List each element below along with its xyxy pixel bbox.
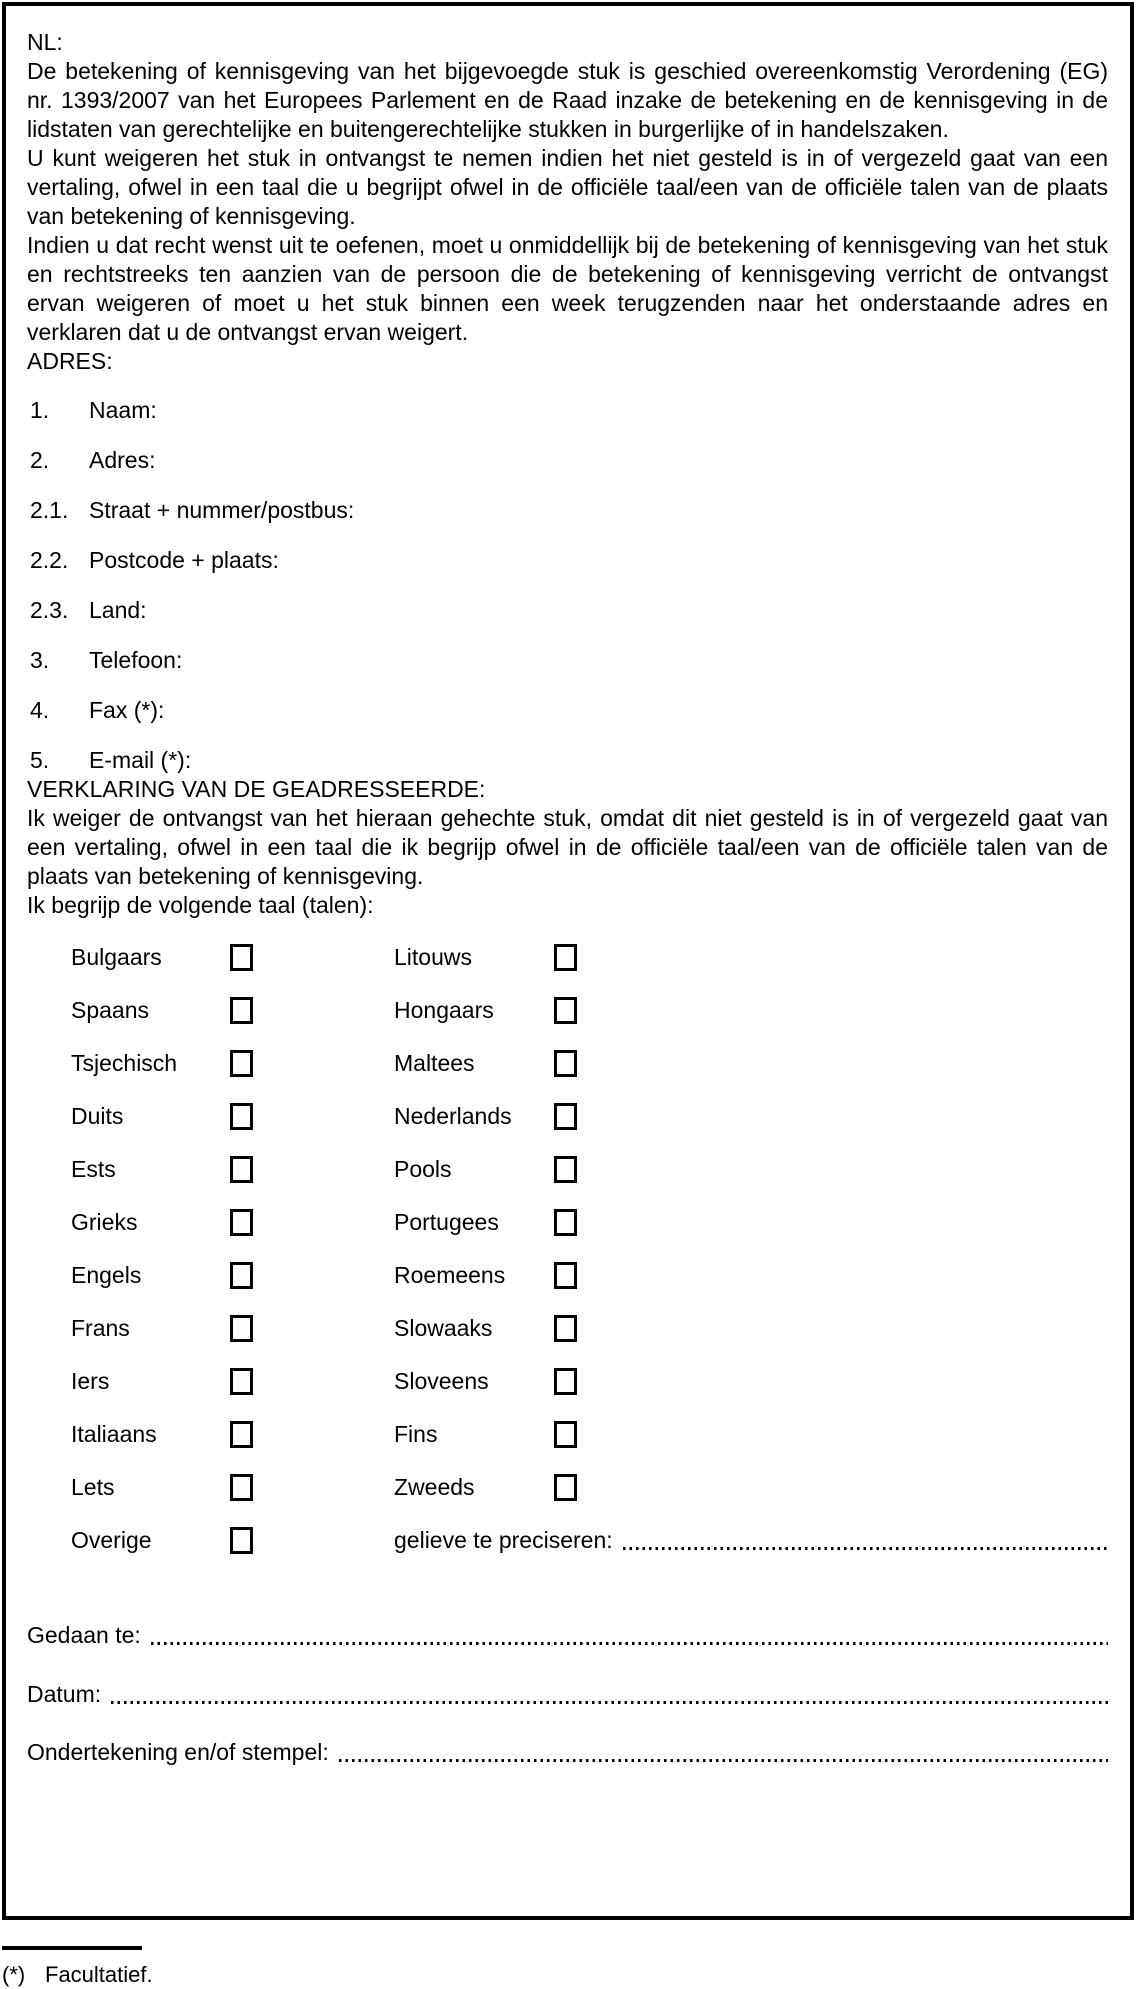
signature-field [27,1738,1108,1767]
checkbox-lets[interactable] [230,1474,253,1501]
address-item-email [30,746,1108,775]
language-label-italiaans: Italiaans [71,1421,157,1447]
checkbox-duits[interactable] [230,1103,253,1130]
language-label-pools: Pools [394,1156,452,1182]
declaration-body-paragraph: Ik weiger de ontvangst van het hieraan gehechte stuk, omdat dit niet gesteld is in of vergezeld gaat van een vertaling, ofwel in een taal die ik begrijp ofwel in de officiële taal/een van de officiële talen van de plaats van betekening of kennisgeving. [27,805,1108,889]
footnote [2,1960,153,1989]
date-field [27,1680,1108,1709]
language-label-spaans: Spaans [71,997,150,1023]
declaration-section-title: VERKLARING VAN DE GEADRESSEERDE: [27,776,486,802]
language-label-hongaars: Hongaars [394,997,494,1023]
checkbox-hongaars[interactable] [554,997,577,1024]
address-item-telefoon [30,646,1108,675]
footnote-text: Facultatief. [45,1962,153,1987]
address-item-number: 2.3. [30,597,69,623]
checkbox-pools[interactable] [554,1156,577,1183]
address-item-number: 1. [30,397,50,423]
checkbox-tsjechisch[interactable] [230,1050,253,1077]
address-item-label: Telefoon: [89,647,183,673]
language-label-tsjechisch: Tsjechisch [71,1050,178,1076]
checkbox-engels[interactable] [230,1262,253,1289]
intro-paragraph-procedure: Indien u dat recht wenst uit te oefenen, moet u onmiddellijk bij de betekening of kennisgeving van het stuk en rechtstreeks ten aanzien van de persoon die de betekening of kennisgeving verricht de ontvangst ervan weigeren of moet u het stuk binnen een week terugzenden naar het onderstaande adres en verklaren dat u de ontvangst ervan weigert. [27,232,1108,345]
address-item-label: Fax (*): [89,697,165,723]
address-item-naam [30,396,1108,425]
language-label-portugees: Portugees [394,1209,499,1235]
language-row [71,1367,1108,1396]
language-label-slowaaks: Slowaaks [394,1315,493,1341]
specify-label: gelieve te preciseren: [394,1527,613,1553]
language-label-engels: Engels [71,1262,142,1288]
language-label-ests: Ests [71,1156,116,1182]
language-label-lets: Lets [71,1474,115,1500]
language-label-maltees: Maltees [394,1050,475,1076]
done-at-label: Gedaan te: [27,1622,141,1648]
address-item-number: 5. [30,747,50,773]
footnote-divider [2,1946,142,1950]
address-item-label: Adres: [89,447,156,473]
language-row [71,1420,1108,1449]
address-item-straat [30,496,1108,525]
signature-input-line[interactable] [339,1759,1108,1762]
done-at-field [27,1621,1108,1650]
language-label-fins: Fins [394,1421,438,1447]
address-item-label: Postcode + plaats: [89,547,279,573]
language-label-sloveens: Sloveens [394,1368,489,1394]
address-item-number: 2.1. [30,497,69,523]
checkbox-grieks[interactable] [230,1209,253,1236]
address-item-adres [30,446,1108,475]
checkbox-spaans[interactable] [230,997,253,1024]
language-checkbox-grid [71,943,1108,1555]
checkbox-maltees[interactable] [554,1050,577,1077]
languages-intro-line: Ik begrijp de volgende taal (talen): [27,892,374,918]
address-section-title: ADRES: [27,348,113,374]
address-item-number: 2. [30,447,50,473]
language-label-zweeds: Zweeds [394,1474,475,1500]
footnote-marker: (*) [2,1962,26,1987]
form-border-frame [2,2,1134,1920]
language-row [71,1314,1108,1343]
checkbox-overige[interactable] [230,1527,253,1554]
language-label-litouws: Litouws [394,944,472,970]
language-label-overige: Overige [71,1527,152,1553]
date-label: Datum: [27,1681,102,1707]
checkbox-bulgaars[interactable] [230,944,253,971]
address-item-land [30,596,1108,625]
language-row [71,1102,1108,1131]
language-label-grieks: Grieks [71,1209,138,1235]
language-row [71,1049,1108,1078]
language-label-duits: Duits [71,1103,124,1129]
specify-field [394,1526,1108,1555]
checkbox-frans[interactable] [230,1315,253,1342]
done-at-input-line[interactable] [151,1642,1108,1645]
language-row [71,943,1108,972]
address-item-number: 2.2. [30,547,69,573]
address-item-label: Straat + nummer/postbus: [89,497,355,523]
language-row [71,1208,1108,1237]
checkbox-iers[interactable] [230,1368,253,1395]
address-item-label: Land: [89,597,147,623]
address-item-number: 4. [30,697,50,723]
checkbox-sloveens[interactable] [554,1368,577,1395]
address-item-fax [30,696,1108,725]
language-code-label: NL: [27,29,63,55]
address-item-label: Naam: [89,397,157,423]
address-item-label: E-mail (*): [89,747,192,773]
specify-input-line[interactable] [623,1547,1108,1550]
address-item-number: 3. [30,647,50,673]
checkbox-fins[interactable] [554,1421,577,1448]
checkbox-slowaaks[interactable] [554,1315,577,1342]
intro-paragraph-regulation: De betekening of kennisgeving van het bijgevoegde stuk is geschied overeenkomstig Verordening (EG) nr. 1393/2007 van het Europees Parlement en de Raad inzake de betekening en de kennisgeving in de lidstaten van gerechtelijke en buitengerechtelijke stukken in burgerlijke of in handelszaken. [27,58,1108,142]
language-label-iers: Iers [71,1368,110,1394]
language-label-frans: Frans [71,1315,130,1341]
checkbox-portugees[interactable] [554,1209,577,1236]
language-row [71,1261,1108,1290]
checkbox-italiaans[interactable] [230,1421,253,1448]
language-row [71,1155,1108,1184]
signature-label: Ondertekening en/of stempel: [27,1739,329,1765]
date-input-line[interactable] [111,1701,1108,1704]
checkbox-litouws[interactable] [554,944,577,971]
checkbox-roemeens[interactable] [554,1262,577,1289]
checkbox-zweeds[interactable] [554,1474,577,1501]
intro-paragraph-refusal-right: U kunt weigeren het stuk in ontvangst te nemen indien het niet gesteld is in of vergezeld gaat van een vertaling, ofwel in een taal die u begrijpt ofwel in de officiële taal/een van de officiële talen van de plaats van betekening of kennisgeving. [27,145,1108,229]
language-row [71,1473,1108,1502]
language-label-nederlands: Nederlands [394,1103,512,1129]
checkbox-nederlands[interactable] [554,1103,577,1130]
language-row [71,996,1108,1025]
language-label-bulgaars: Bulgaars [71,944,162,970]
language-row-other [71,1526,1108,1555]
address-item-postcode [30,546,1108,575]
language-label-roemeens: Roemeens [394,1262,506,1288]
checkbox-ests[interactable] [230,1156,253,1183]
